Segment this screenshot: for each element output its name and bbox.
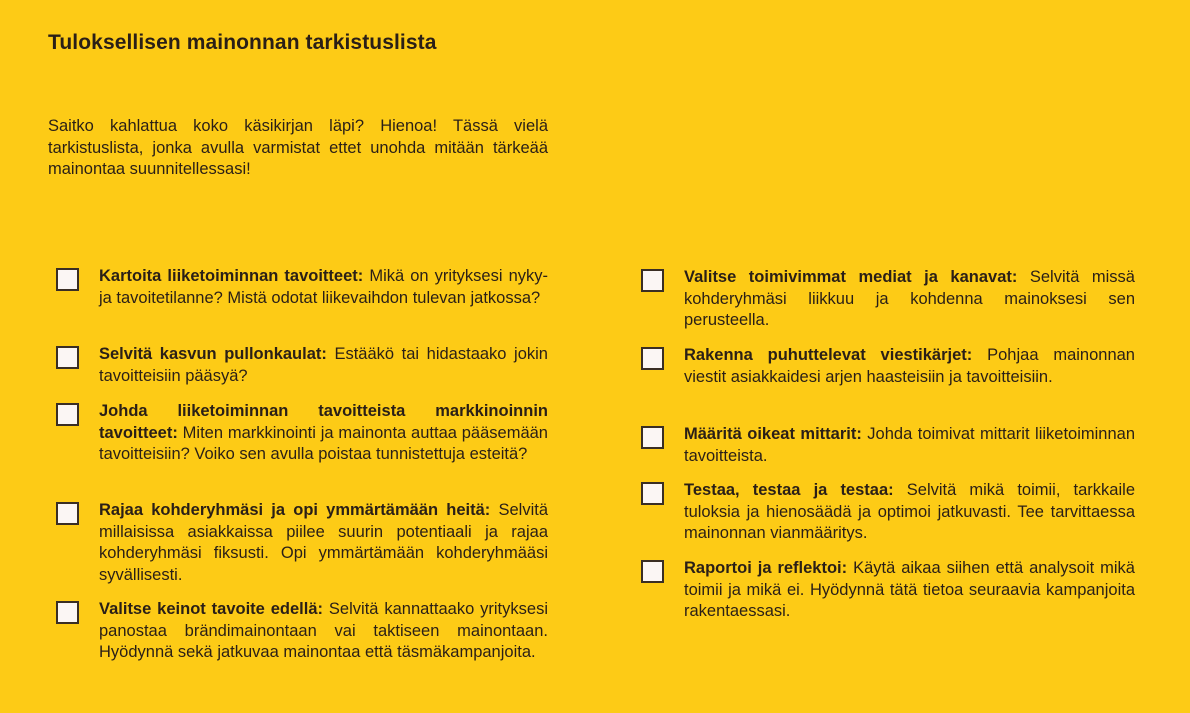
checklist-item-description: Miten markkinointi ja mainonta auttaa pääsemään tavoitteisiin? Voiko sen avulla poistaa tunnistettuja esteitä? <box>99 423 548 463</box>
checklist-item-title: Kartoita liiketoiminnan tavoitteet: <box>99 267 364 285</box>
checklist-item-text <box>684 424 1135 467</box>
checklist-item-text <box>684 480 1135 545</box>
intro-paragraph: Saitko kahlattua koko käsikirjan läpi? Hienoa! Tässä vielä tarkistuslista, jonka avulla varmistat ettet unohda mitään tärkeää mainontaa suunnitellessasi! <box>48 117 548 178</box>
checklist-item <box>56 266 548 309</box>
checklist-item <box>56 344 548 387</box>
checklist-item-text <box>99 266 548 309</box>
checklist-item <box>641 267 1135 332</box>
page-title: Tuloksellisen mainonnan tarkistuslista <box>48 31 437 54</box>
checklist-item-title: Selvitä kasvun pullonkaulat: <box>99 345 327 363</box>
checkbox[interactable] <box>641 560 664 583</box>
checklist-item-description: Käytä aikaa siihen että analysoit mikä toimii ja mikä ei. Hyödynnä tätä tietoa seuraavia kampanjoita rakentaessasi. <box>684 559 1135 620</box>
checklist-item-title: Valitse keinot tavoite edellä: <box>99 600 324 618</box>
checkbox[interactable] <box>641 269 664 292</box>
checkbox[interactable] <box>56 268 79 291</box>
checklist-item-description: Selvitä kannattaako yrityksesi panostaa brändimainontaan vai taktiseen mainontaan. Hyödynnä sekä jatkuvaa mainontaa että täsmäkampanjoita. <box>99 600 548 661</box>
checklist-item <box>641 558 1135 623</box>
checklist-item-text <box>99 500 548 586</box>
checklist-item-title: Johda liiketoiminnan tavoitteista markkinoinnin tavoitteet: <box>99 402 548 442</box>
checklist-item <box>56 599 548 664</box>
checkbox[interactable] <box>56 346 79 369</box>
checklist-item-description: Mikä on yrityksesi nyky- ja tavoitetilanne? Mistä odotat liikevaihdon tulevan jatkossa? <box>99 267 548 307</box>
checklist-item-title: Rajaa kohderyhmäsi ja opi ymmärtämään heitä: <box>99 501 491 519</box>
checkbox[interactable] <box>56 403 79 426</box>
checklist-item-text <box>684 345 1135 388</box>
checkbox[interactable] <box>56 601 79 624</box>
checklist-item-description: Selvitä millaisissa asiakkaissa piilee suurin potentiaali ja rajaa kohderyhmäsi fiksusti. Opi ymmärtämään kohderyhmääsi syvällisesti. <box>99 501 548 584</box>
checkbox[interactable] <box>641 482 664 505</box>
checklist-item-description: Johda toimivat mittarit liiketoiminnan tavoitteista. <box>684 425 1135 465</box>
checklist-item-description: Estääkö tai hidastaako jokin tavoitteisiin pääsyä? <box>99 345 548 385</box>
checklist-item-description: Selvitä missä kohderyhmäsi liikkuu ja kohdenna mainoksesi sen perusteella. <box>684 268 1135 329</box>
checklist-item-title: Valitse toimivimmat mediat ja kanavat: <box>684 268 1018 286</box>
checkbox[interactable] <box>641 347 664 370</box>
checklist-item-title: Testaa, testaa ja testaa: <box>684 481 894 499</box>
checkbox[interactable] <box>641 426 664 449</box>
checklist-item-title: Määritä oikeat mittarit: <box>684 425 862 443</box>
checklist-item-description: Selvitä mikä toimii, tarkkaile tuloksia ja hienosäädä ja optimoi jatkuvasti. Tee tarvittaessa mainonnan vianmääritys. <box>684 481 1135 542</box>
checklist-item-text <box>99 599 548 664</box>
checklist-item-text <box>99 401 548 466</box>
checklist-item-title: Raportoi ja reflektoi: <box>684 559 848 577</box>
checklist-item <box>641 424 1135 467</box>
checklist-item <box>641 345 1135 388</box>
checklist-item <box>56 500 548 586</box>
checklist-item-title: Rakenna puhuttelevat viestikärjet: <box>684 346 973 364</box>
checklist-item-text <box>99 344 548 387</box>
checklist-item <box>56 401 548 466</box>
checklist-item-text <box>684 558 1135 623</box>
checklist-item-text <box>684 267 1135 332</box>
checkbox[interactable] <box>56 502 79 525</box>
checklist-item <box>641 480 1135 545</box>
checklist-item-description: Pohjaa mainonnan viestit asiakkaidesi arjen haasteisiin ja tavoitteisiin. <box>684 346 1135 386</box>
